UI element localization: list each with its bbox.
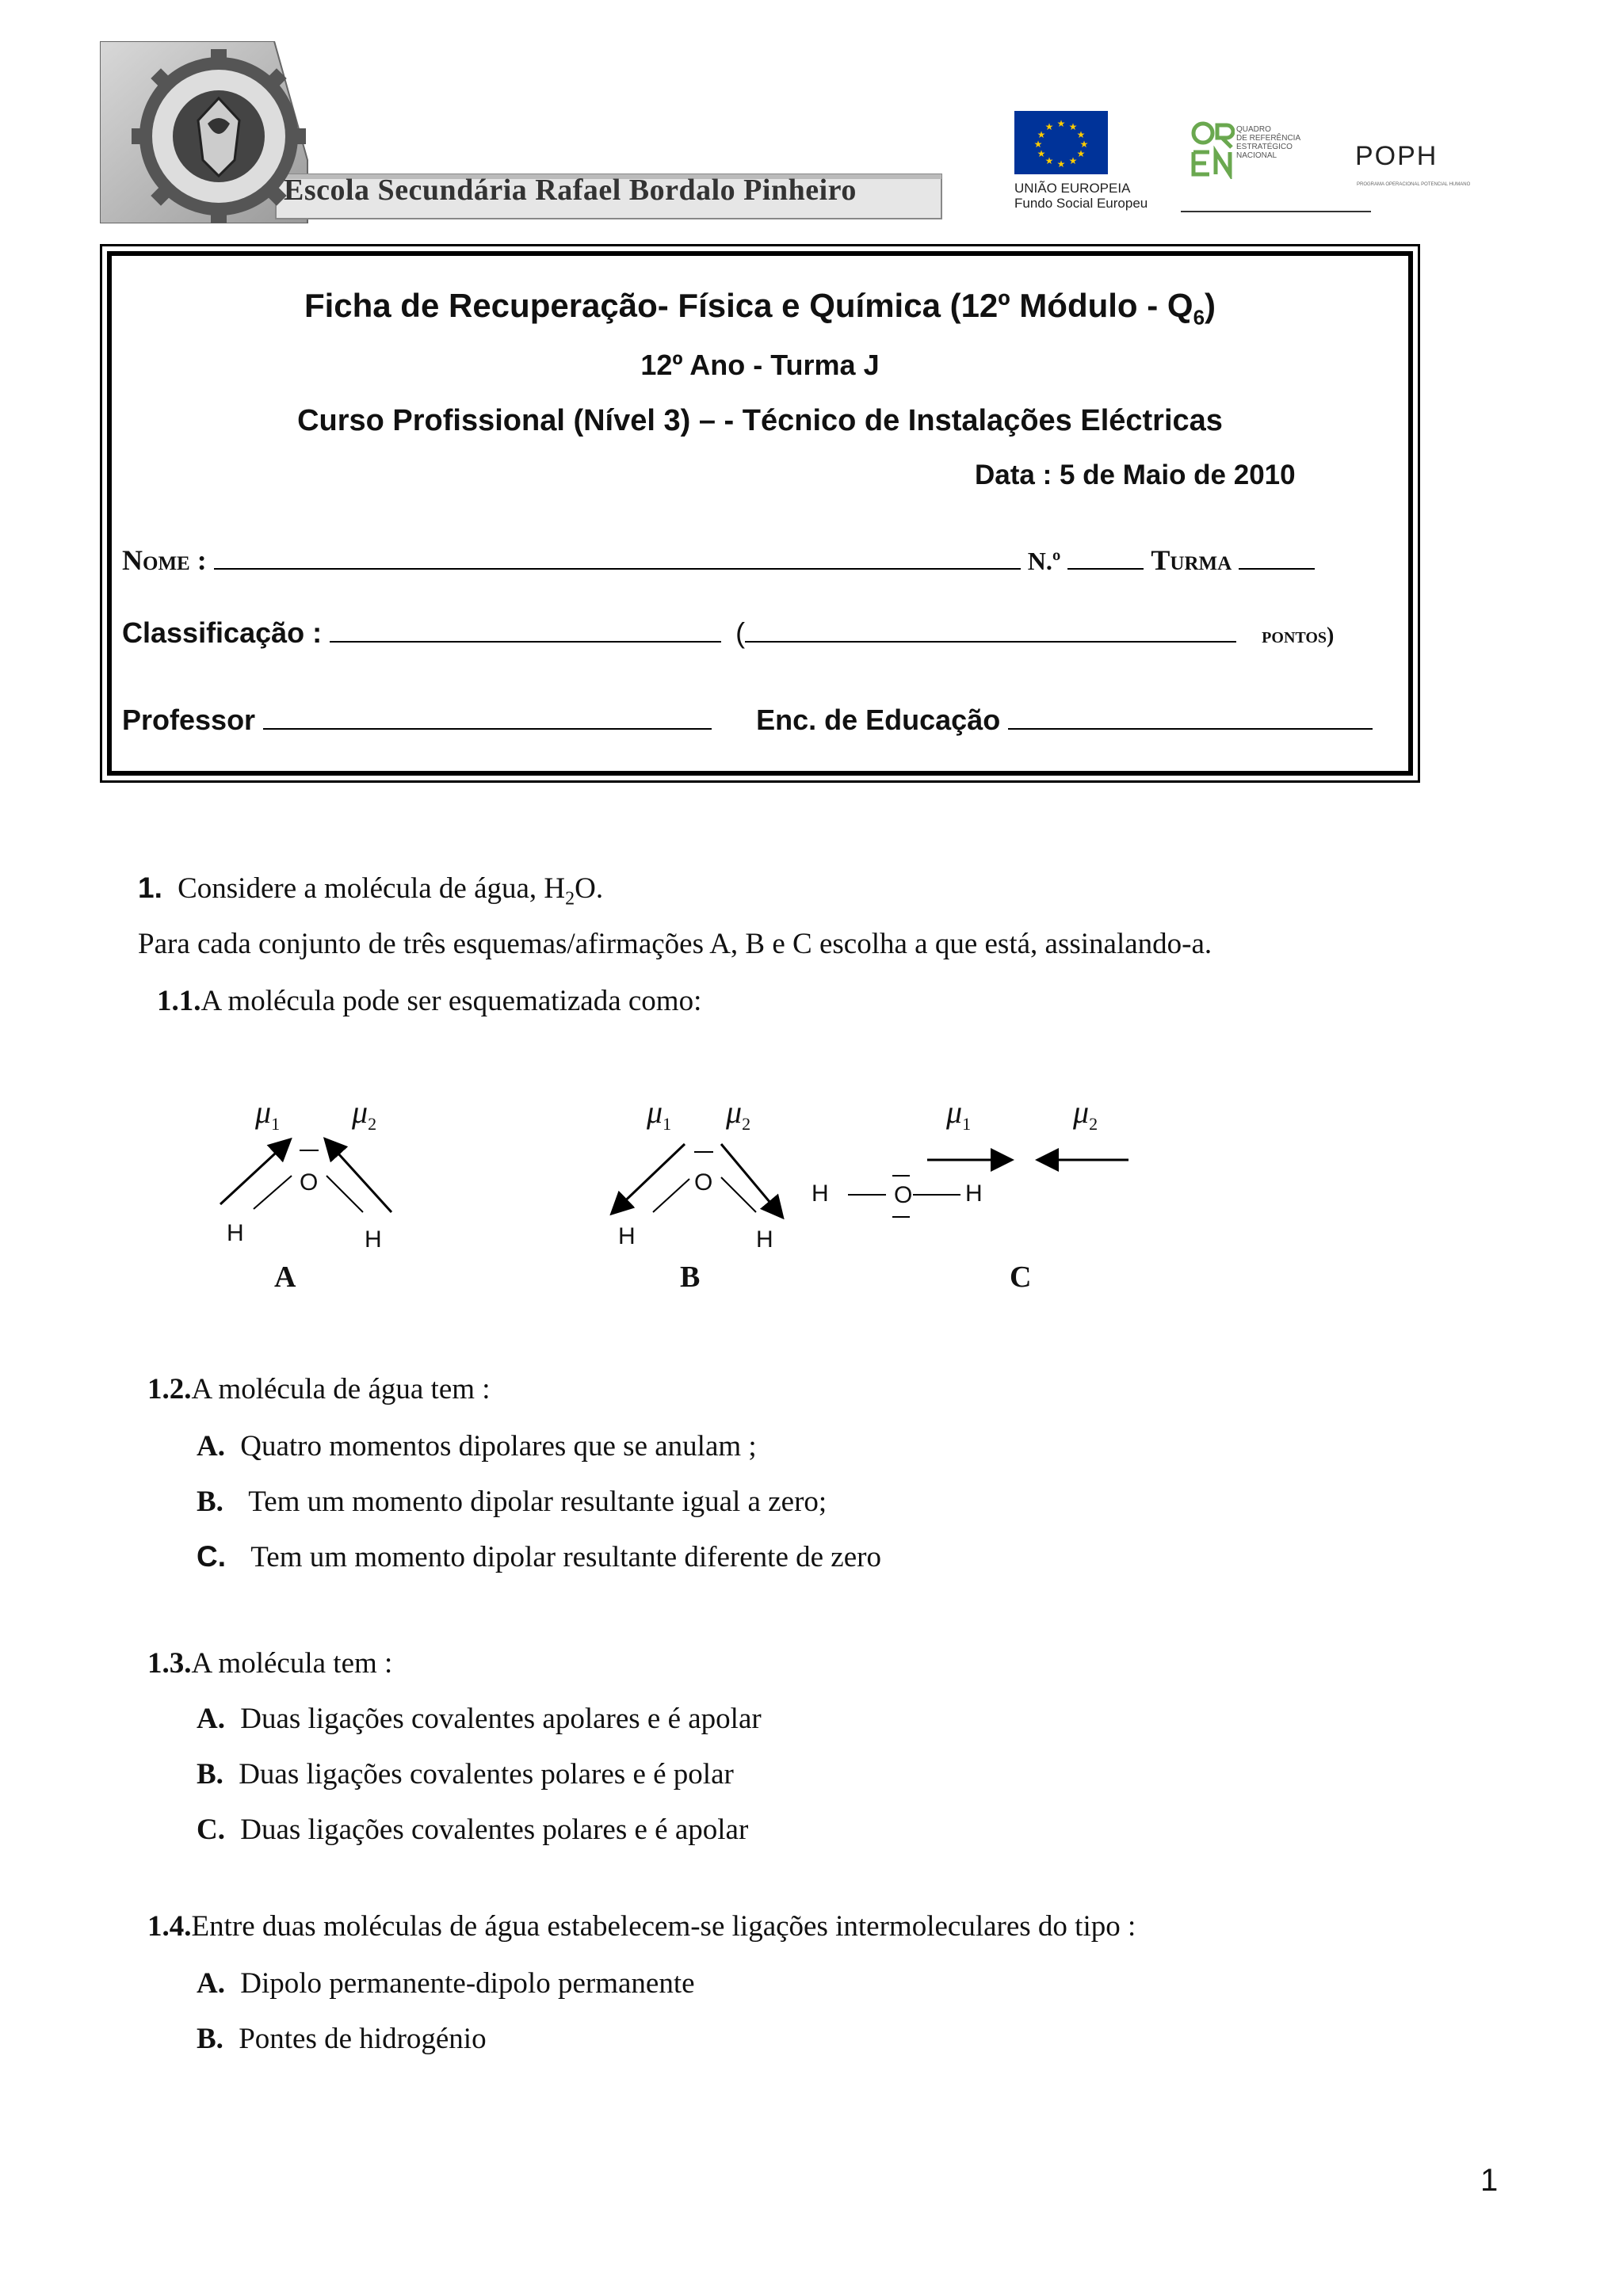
diagram-c-mu2-index: 2	[1089, 1114, 1098, 1134]
diagram-b[interactable]	[602, 1093, 808, 1283]
option-1-3-c[interactable]	[197, 1813, 748, 1847]
option-1-2-b-letter: B.	[197, 1486, 223, 1518]
qren-caption-line1: QUADRO	[1236, 125, 1271, 134]
option-1-4-a-letter: A.	[197, 1967, 225, 2000]
option-1-3-b-letter: B.	[197, 1758, 223, 1791]
question-1-1-number: 1.1.	[157, 985, 201, 1017]
question-1-3-text: A molécula tem :	[191, 1647, 393, 1680]
diagram-a-atom-h2: H	[365, 1226, 382, 1253]
paren-open: (	[735, 616, 746, 649]
diagram-a-mu1-index: 1	[271, 1114, 281, 1134]
svg-text:★: ★	[1044, 155, 1054, 166]
svg-text:★: ★	[1068, 155, 1078, 166]
diagram-a-bond-1	[254, 1176, 292, 1209]
svg-text:★: ★	[1037, 148, 1046, 159]
question-1-text-b: O.	[575, 872, 604, 905]
title-subscript: 6	[1193, 305, 1205, 330]
diagram-b-arrow-1	[617, 1144, 685, 1209]
qren-caption-line2: DE REFERÊNCIA	[1236, 134, 1301, 143]
diagram-c-label: C	[1010, 1261, 1032, 1294]
classificacao-row	[122, 616, 1334, 650]
enc-educacao-input[interactable]	[1008, 704, 1373, 730]
nome-label: Nome :	[122, 544, 207, 576]
numero-input[interactable]	[1067, 544, 1144, 570]
option-1-3-b-text: Duas ligações covalentes polares e é polar	[239, 1758, 734, 1791]
diagram-b-atom-o: O	[694, 1169, 713, 1196]
question-1-4	[147, 1909, 1136, 1943]
svg-text:★: ★	[1076, 129, 1086, 140]
question-1-1	[157, 984, 701, 1018]
diagram-c-atom-o: O	[894, 1182, 913, 1208]
diagram-b-mu1-index: 1	[663, 1114, 672, 1134]
qren-caption-line3: ESTRATÉGICO	[1236, 143, 1293, 151]
professor-row	[122, 704, 1373, 737]
question-1-2	[147, 1372, 491, 1406]
option-1-2-b[interactable]	[197, 1485, 827, 1519]
diagram-c-atom-h2: H	[965, 1180, 983, 1207]
diagram-a-mu1-symbol: μ	[255, 1094, 272, 1130]
option-1-4-b-letter: B.	[197, 2023, 223, 2055]
option-1-4-a[interactable]	[197, 1966, 695, 2000]
diagram-b-bond-2	[721, 1177, 756, 1212]
question-1-text-sub: 2	[565, 888, 575, 910]
date-label: Data : 5 de Maio de 2010	[975, 460, 1296, 490]
diagram-a-atom-o: O	[300, 1169, 319, 1196]
turma-label: Turma	[1151, 544, 1232, 576]
option-1-3-c-letter: C.	[197, 1814, 225, 1846]
qren-logo-icon	[1190, 120, 1235, 183]
diagram-b-bond-1	[653, 1179, 689, 1212]
diagram-c[interactable]	[807, 1093, 1140, 1252]
diagram-b-atom-h2: H	[756, 1226, 773, 1253]
option-1-2-a-letter: A.	[197, 1430, 225, 1463]
school-name: Escola Secundária Rafael Bordalo Pinheiro	[284, 174, 857, 207]
nome-input[interactable]	[214, 544, 1021, 570]
option-1-3-a-text: Duas ligações covalentes apolares e é apolar	[240, 1703, 762, 1735]
option-1-2-c-text: Tem um momento dipolar resultante diferente de zero	[250, 1541, 881, 1573]
eu-flag-icon	[1014, 111, 1108, 174]
classificacao-input[interactable]	[330, 617, 721, 643]
diagram-a-label: A	[274, 1261, 296, 1294]
option-1-2-c[interactable]	[197, 1540, 881, 1574]
option-1-3-a-letter: A.	[197, 1703, 225, 1735]
question-1-3	[147, 1646, 392, 1680]
question-1-instruction: Para cada conjunto de três esquemas/afirmações A, B e C escolha a que está, assinalando-a.	[138, 928, 1212, 960]
question-1-2-number: 1.2.	[147, 1373, 192, 1405]
diagram-a-mu2-index: 2	[368, 1114, 377, 1134]
title-main: Ficha de Recuperação- Física e Química (12º Módulo - Q	[304, 287, 1193, 324]
option-1-2-c-letter: C.	[197, 1540, 226, 1573]
diagram-b-atom-h1: H	[618, 1223, 636, 1249]
eu-caption-line2: Fundo Social Europeu	[1014, 196, 1148, 211]
svg-text:★: ★	[1037, 129, 1046, 140]
qren-caption	[1236, 125, 1300, 160]
diagram-a-bond-2	[327, 1176, 363, 1212]
poph-logo: POPH	[1355, 141, 1438, 171]
diagram-c-mu2-symbol: μ	[1073, 1094, 1090, 1130]
diagram-b-arrow-2	[721, 1144, 778, 1212]
option-1-4-b-text: Pontes de hidrogénio	[239, 2023, 487, 2055]
diagram-b-mu2-index: 2	[742, 1114, 751, 1134]
option-1-3-b[interactable]	[197, 1757, 734, 1791]
diagram-b-label: B	[680, 1261, 701, 1294]
eu-caption-line1: UNIÃO EUROPEIA	[1014, 181, 1131, 196]
svg-text:★: ★	[1068, 121, 1078, 132]
diagram-c-atom-h1: H	[812, 1180, 829, 1207]
option-1-2-b-text: Tem um momento dipolar resultante igual a zero;	[248, 1486, 827, 1518]
question-1-4-number: 1.4.	[147, 1910, 192, 1943]
pontos-input[interactable]	[745, 617, 1236, 643]
svg-text:★: ★	[1056, 118, 1066, 129]
option-1-4-b[interactable]	[197, 2022, 487, 2056]
course-title: Curso Profissional (Nível 3) – - Técnico de Instalações Eléctricas	[297, 404, 1223, 437]
diagram-b-mu1-symbol: μ	[647, 1094, 663, 1130]
diagram-a-arrow-2	[330, 1144, 391, 1212]
svg-text:★: ★	[1056, 158, 1066, 170]
qren-caption-line4: NACIONAL	[1236, 151, 1277, 160]
title-end: )	[1205, 287, 1216, 324]
svg-text:★: ★	[1044, 121, 1054, 132]
diagram-a-arrow-1	[220, 1144, 285, 1204]
option-1-2-a-text: Quatro momentos dipolares que se anulam ;	[240, 1430, 757, 1463]
question-1-3-number: 1.3.	[147, 1647, 192, 1680]
diagram-a-mu2-symbol: μ	[352, 1094, 369, 1130]
diagram-b-mu2-symbol: μ	[726, 1094, 743, 1130]
question-1-2-text: A molécula de água tem :	[191, 1373, 491, 1405]
poph-caption: PROGRAMA OPERACIONAL POTENCIAL HUMANO	[1357, 182, 1471, 187]
question-1-4-text: Entre duas moléculas de água estabelecem-se ligações intermoleculares do tipo :	[191, 1910, 1136, 1943]
option-1-3-a[interactable]	[197, 1702, 762, 1736]
enc-educacao-label: Enc. de Educação	[756, 704, 1001, 736]
question-1-1-text: A molécula pode ser esquematizada como:	[200, 985, 702, 1017]
numero-label: N.º	[1027, 547, 1061, 575]
professor-label: Professor	[122, 704, 256, 736]
question-1-text-a: Considere a molécula de água, H	[178, 872, 566, 905]
svg-text:★: ★	[1079, 139, 1089, 150]
option-1-3-c-text: Duas ligações covalentes polares e é apolar	[240, 1814, 749, 1846]
option-1-2-a[interactable]	[197, 1429, 757, 1463]
classificacao-label: Classificação :	[122, 616, 323, 649]
diagram-a[interactable]	[206, 1093, 412, 1283]
page-number: 1	[1480, 2163, 1499, 2198]
svg-text:★: ★	[1033, 139, 1043, 150]
svg-text:★: ★	[1076, 148, 1086, 159]
diagram-c-mu1-symbol: μ	[946, 1094, 963, 1130]
nome-row	[122, 543, 1315, 577]
question-1	[138, 871, 603, 910]
class-subtitle: 12º Ano - Turma J	[640, 349, 880, 381]
question-1-number: 1.	[138, 871, 162, 904]
diagram-c-bonds	[807, 1093, 1140, 1252]
eu-caption	[1014, 181, 1148, 211]
diagram-c-mu1-index: 1	[962, 1114, 972, 1134]
pontos-label: pontos)	[1262, 624, 1335, 648]
option-1-4-a-text: Dipolo permanente-dipolo permanente	[240, 1967, 695, 2000]
diagram-a-atom-h1: H	[227, 1220, 244, 1246]
page-title	[100, 287, 1420, 330]
header-signature-line	[1181, 211, 1371, 212]
professor-input[interactable]	[263, 704, 712, 730]
turma-input[interactable]	[1239, 544, 1315, 570]
